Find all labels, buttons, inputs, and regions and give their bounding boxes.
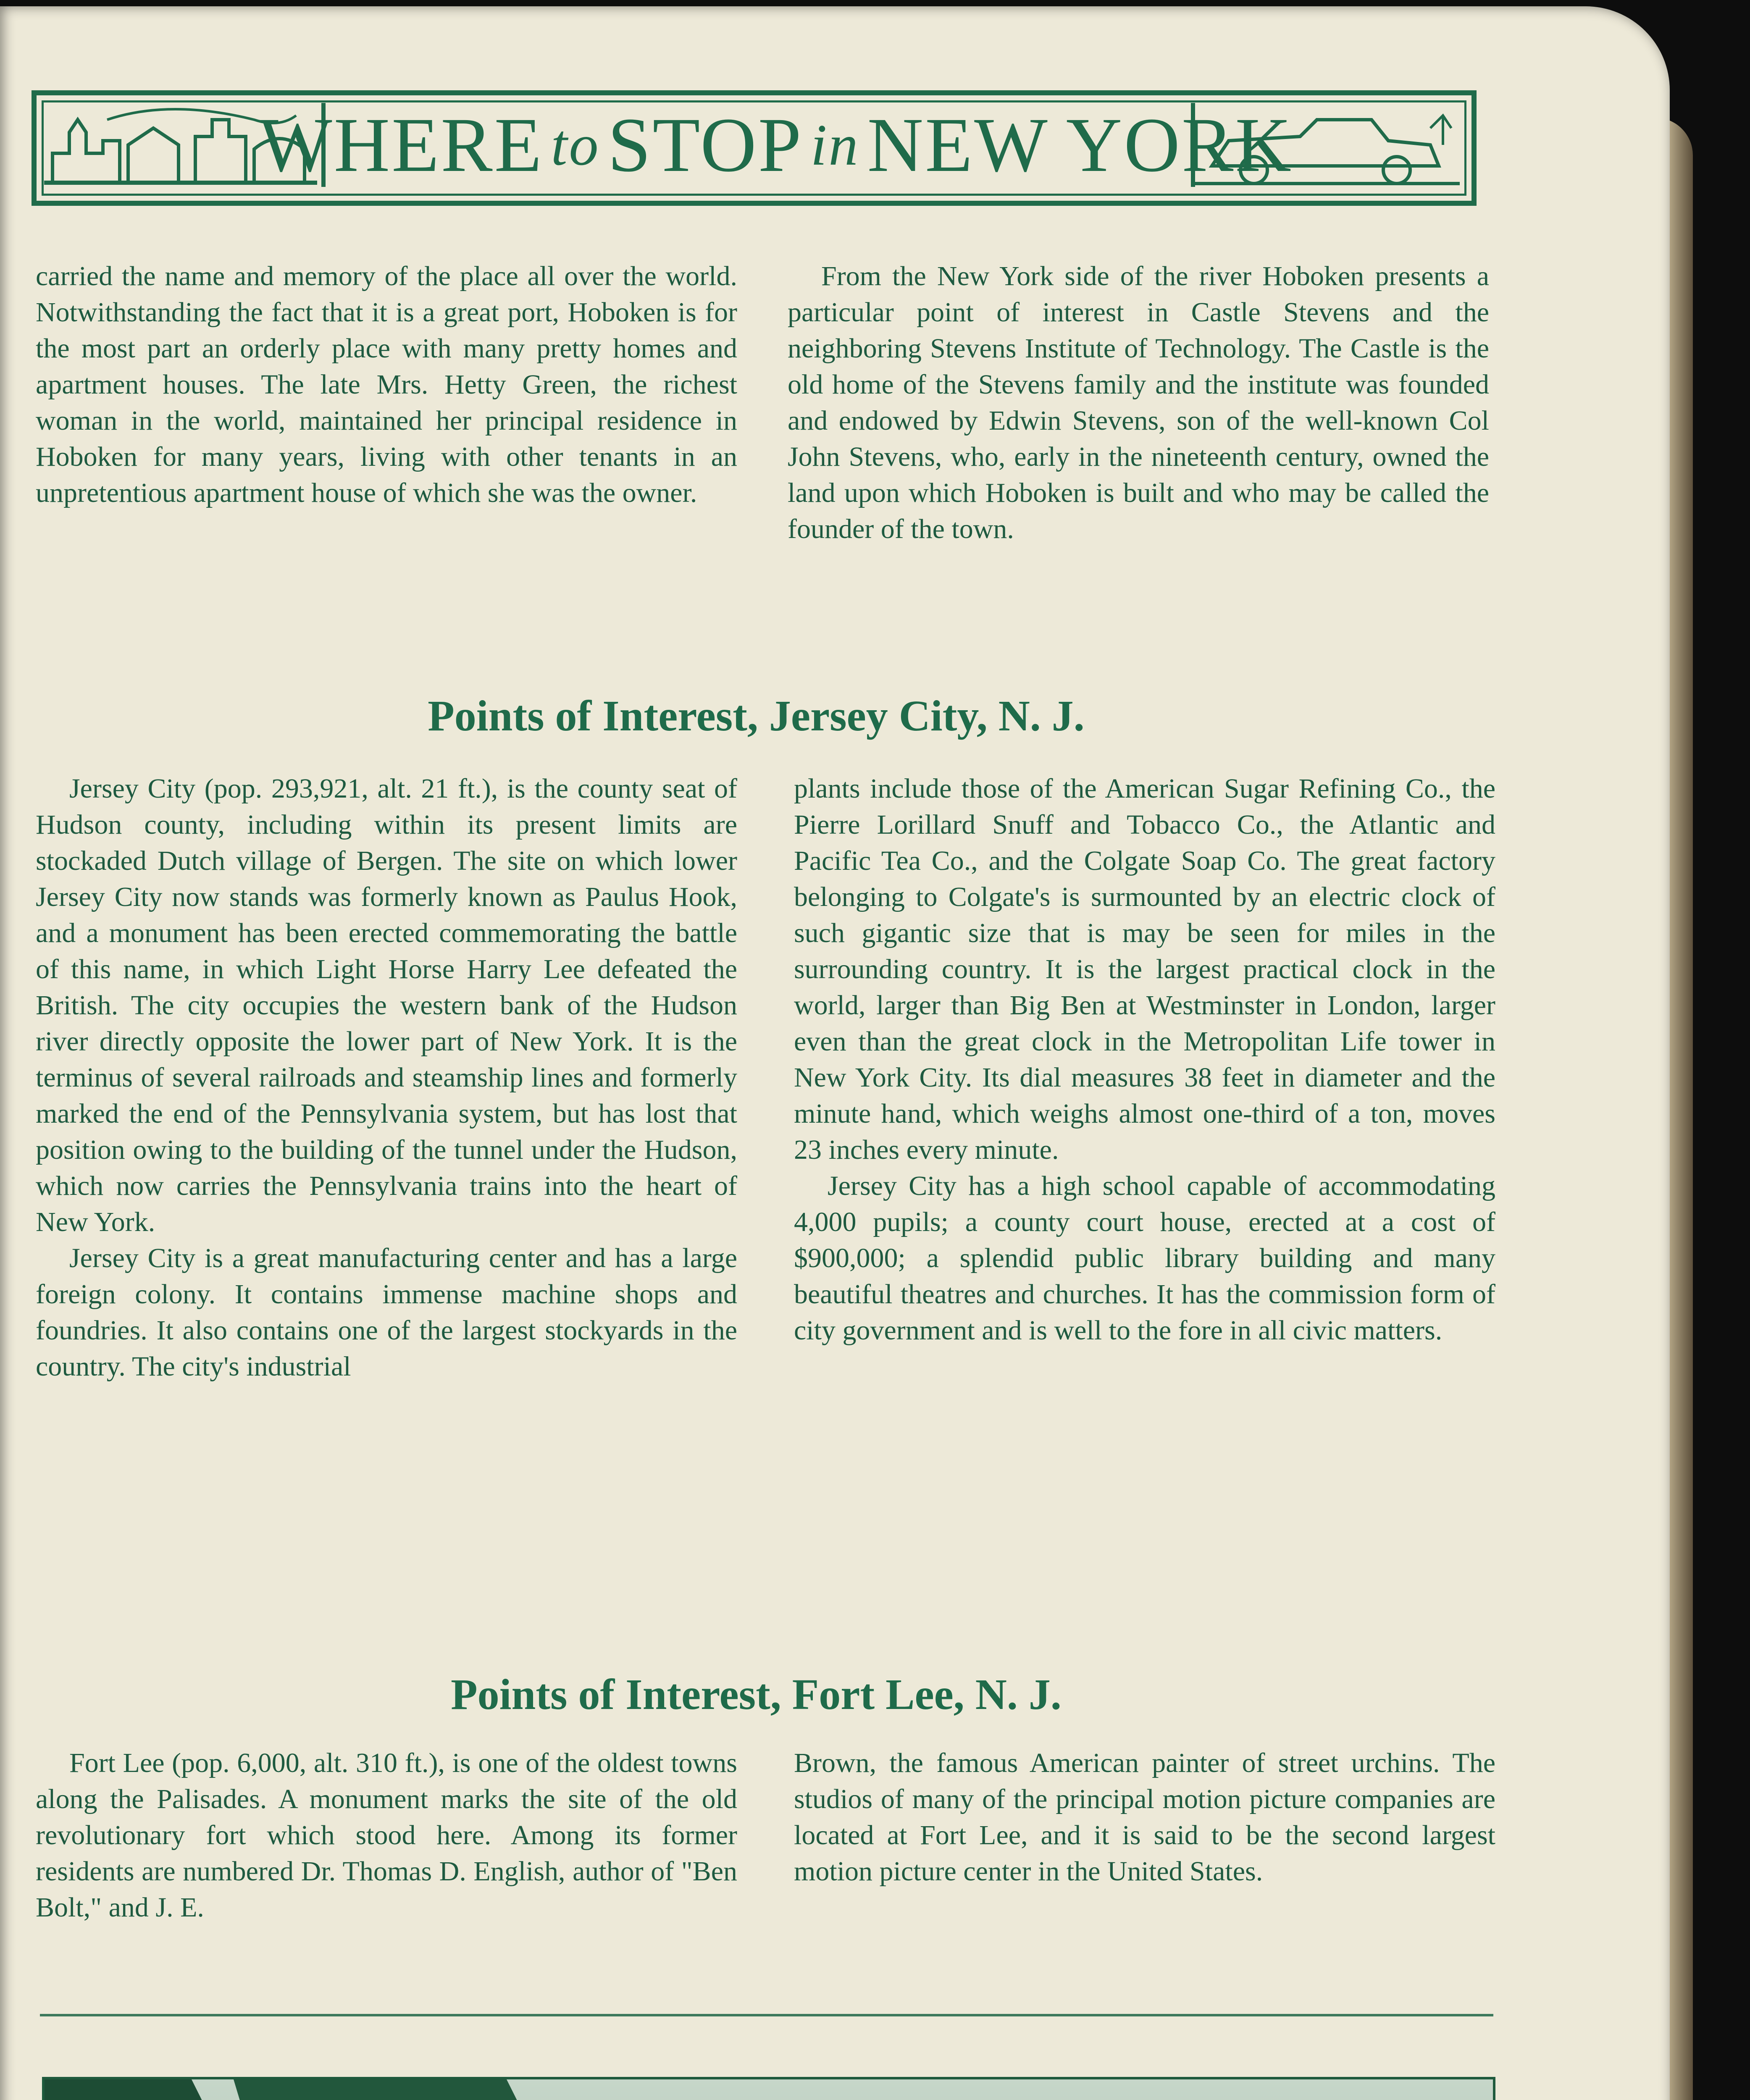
banner-title-in: in (810, 112, 860, 178)
jersey-city-left-paragraph-2: Jersey City is a great manufacturing center and has a large foreign colony. It contains immense machine shops and foundries. It also contains one of the largest stockyards in the country. The city's industrial (36, 1243, 737, 1382)
header-banner (32, 90, 1477, 206)
jersey-city-right-column (794, 771, 1495, 1349)
banner-title (259, 102, 1293, 188)
fort-lee-right-paragraph: Brown, the famous American painter of street urchins. The studios of many of the principal motion picture companies are located at Fort Lee, and it is said to be the second largest motion picture center in the United States. (794, 1748, 1495, 1887)
banner-title-stop: STOP (607, 102, 803, 188)
automobile-illustration (1191, 103, 1464, 187)
jersey-city-left-paragraph-1: Jersey City (pop. 293,921, alt. 21 ft.), is the county seat of Hudson county, including within its present limits are stockaded Dutch village of Bergen. The site on which lower Jersey City now stands was formerly known as Paulus Hook, and a monument has been erected commemorating the battle of this name, in which Light Horse Harry Lee defeated the British. The city occupies the western bank of the Hudson river directly opposite the lower part of New York. It is the terminus of several railroads and steamship lines and formerly marked the end of the Pennsylvania system, but has lost that position owing to the building of the tunnel under the Hudson, which now carries the Pennsylvania trains into the heart of New York. (36, 773, 737, 1237)
museum-building-image (45, 2079, 1494, 2100)
museum-photograph (42, 2077, 1495, 2100)
banner-title-new-york: NEW YORK (867, 102, 1293, 188)
hoboken-left-paragraph: carried the name and memory of the place all over the world. Notwithstanding the fact that it is a great port, Hoboken is for the most part an orderly place with many pretty homes and apartment houses. The late Mrs. Hetty Green, the richest woman in the world, maintained her principal residence in Hoboken for many years, living with other tenants in an unpretentious apartment house of which she was the owner. (36, 261, 737, 508)
hoboken-left-column (36, 258, 737, 511)
jersey-city-right-paragraph-2: Jersey City has a high school capable of accommodating 4,000 pupils; a county court house, erected at a cost of $900,000; a splendid public library building and many beautiful theatres and churches. It has the commission form of city government and is well to the fore in all civic matters. (794, 1171, 1495, 1346)
jersey-city-left-column (36, 771, 737, 1385)
banner-title-to: to (551, 112, 600, 178)
fort-lee-left-column (36, 1745, 737, 1926)
jersey-city-right-paragraph-1: plants include those of the American Sugar Refining Co., the Pierre Lorillard Snuff and Tobacco Co., the Atlantic and Pacific Tea Co., and the Colgate Soap Co. The great factory belonging to Colgate's is surmounted by an electric clock of such gigantic size that is may be seen for miles in the surrounding country. It is the largest practical clock in the world, larger than Big Ben at Westminster in London, larger even than the great clock in the Metropolitan Life tower in New York City. Its dial measures 38 feet in diameter and the minute hand, which weighs almost one-third of a ton, moves 23 inches every minute. (794, 773, 1495, 1165)
banner-title-where: WHERE (259, 102, 544, 188)
hoboken-right-paragraph: From the New York side of the river Hoboken presents a particular point of interest in Castle Stevens and the neighboring Stevens Institute of Technology. The Castle is the old home of the Stevens family and the institute was founded and endowed by Edwin Stevens, son of the well-known Col John Stevens, who, early in the nineteenth century, owned the land upon which Hoboken is built and who may be called the founder of the town. (788, 261, 1489, 544)
book-page (0, 6, 1670, 2100)
section-divider (40, 2014, 1493, 2016)
fort-lee-right-column (794, 1745, 1495, 1890)
fort-lee-left-paragraph: Fort Lee (pop. 6,000, alt. 310 ft.), is one of the oldest towns along the Palisades. A monument marks the site of the old revolutionary fort which stood here. Among its former residents are numbered Dr. Thomas D. English, author of "Ben Bolt," and J. E. (36, 1748, 737, 1923)
jersey-city-heading: Points of Interest, Jersey City, N. J. (428, 692, 1085, 740)
automobile-icon (1195, 103, 1460, 187)
fort-lee-heading: Points of Interest, Fort Lee, N. J. (451, 1670, 1062, 1719)
hoboken-right-column (788, 258, 1489, 547)
